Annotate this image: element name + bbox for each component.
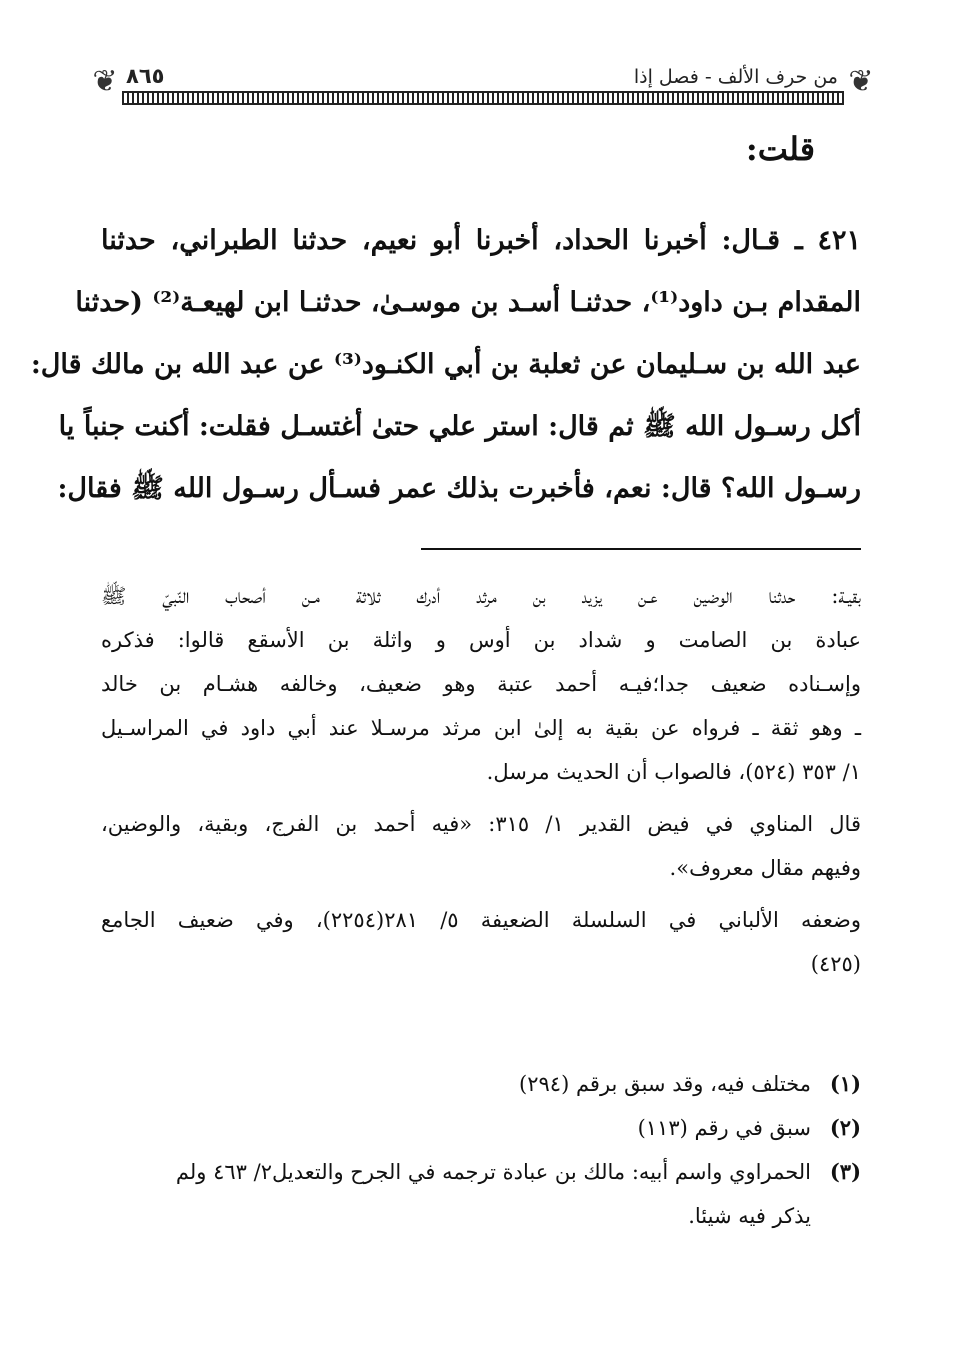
- commentary-line: وضعفه الألباني في السلسلة الضعيفة ٥/ ٢٨١(٢٢٥٤)، وفي ضعيف الجامع: [101, 908, 861, 932]
- commentary-line: ١/ ٣٥٣ (٥٢٤)، فالصواب أن الحديث مرسل.: [486, 760, 861, 784]
- footnotes-list: [101, 1062, 861, 1238]
- main-text-line: رسـول الله؟ قال: نعم، فأخبرت بذلك عمر فسـأل رسـول الله ﷺ فقال:: [57, 473, 861, 504]
- section-heading: قلت:: [745, 130, 815, 168]
- commentary-line: قال المناوي في فيض القدير ١/ ٣١٥: «فيه أحمد بن الفرج، وبقية، والوضين،: [101, 812, 861, 836]
- commentary-line: عبادة بن الصامت و شداد بن أوس و واثلة بن الأسقع قالوا: فذكره: [101, 628, 861, 652]
- main-text-line: المقدام بـن داود⁽¹⁾، حدثنـا أسـد بن موسـىٰ، حدثنـا ابن لهيعـة⁽²⁾ (حدثنا: [75, 287, 861, 318]
- commentary-line: (٤٢٥): [810, 952, 861, 976]
- footnote-number: (٢): [829, 1115, 861, 1140]
- commentary-line: بقيـة: حدثنا الوضين عـن يزيد بن مرثد أدرك ثلاثة مـن أصحاب النّبيّ ﷺ: [101, 584, 861, 608]
- footnote-text: [101, 1150, 811, 1238]
- footnote-line: سبق في رقم (١١٣): [637, 1116, 811, 1140]
- footnote-text: [101, 1062, 811, 1106]
- footnote-separator: [421, 548, 861, 550]
- main-text-line: عبد الله بن سـليمان عن ثعلبة بن أبي الكنـود⁽³⁾ عن عبد الله بن مالك قال:: [30, 349, 861, 380]
- footnote: [101, 1106, 861, 1150]
- footnote-number: (٣): [829, 1159, 861, 1184]
- commentary-paragraph: [101, 802, 861, 890]
- footnote-number: (١): [829, 1071, 861, 1096]
- commentary-line: ـ وهو ثقة ـ فرواه عن بقية به إلىٰ ابن مرثد مرسـلا عند أبي داود في المراسـيل: [101, 716, 861, 740]
- main-text-line: أكل رسـول الله ﷺ ثم قال: استر علي حتىٰ أغتسـل فقلت: أكنت جنباً يا: [58, 411, 861, 442]
- floral-ornament-icon: ❦: [92, 64, 118, 99]
- header-title: من حرف الألف - فصل إذا: [633, 66, 838, 88]
- footnote-line: الحمراوي واسم أبيه: مالك بن عبادة ترجمه في الجرح والتعديل٢/ ٤٦٣ ولم: [175, 1160, 811, 1184]
- main-text: [30, 210, 861, 520]
- footnote-text: [101, 1106, 811, 1150]
- commentary: [101, 574, 861, 986]
- commentary-line: وفيهم مقال معروف».: [669, 856, 861, 880]
- footnote-line: مختلف فيه، وقد سبق برقم (٢٩٤): [519, 1072, 811, 1096]
- footnote: [101, 1150, 861, 1238]
- page-number: ٨٦٥: [126, 64, 165, 88]
- main-text-line: ٤٢١ ـ قـال: أخبرنا الحداد، أخبرنا أبو نعيم، حدثنا الطبراني، حدثنا: [101, 225, 861, 256]
- footnote: [101, 1062, 861, 1106]
- floral-ornament-icon: ❦: [848, 64, 874, 99]
- commentary-line: وإسـناده ضعيف جدا؛فيـه أحمد عتبة وهو ضعيف، وخالفه هشـام بن خالد: [101, 672, 861, 696]
- running-header: [88, 62, 878, 108]
- footnote-line: يذكر فيه شيئا.: [688, 1204, 811, 1228]
- commentary-paragraph: [101, 898, 861, 986]
- header-rule: [122, 91, 844, 105]
